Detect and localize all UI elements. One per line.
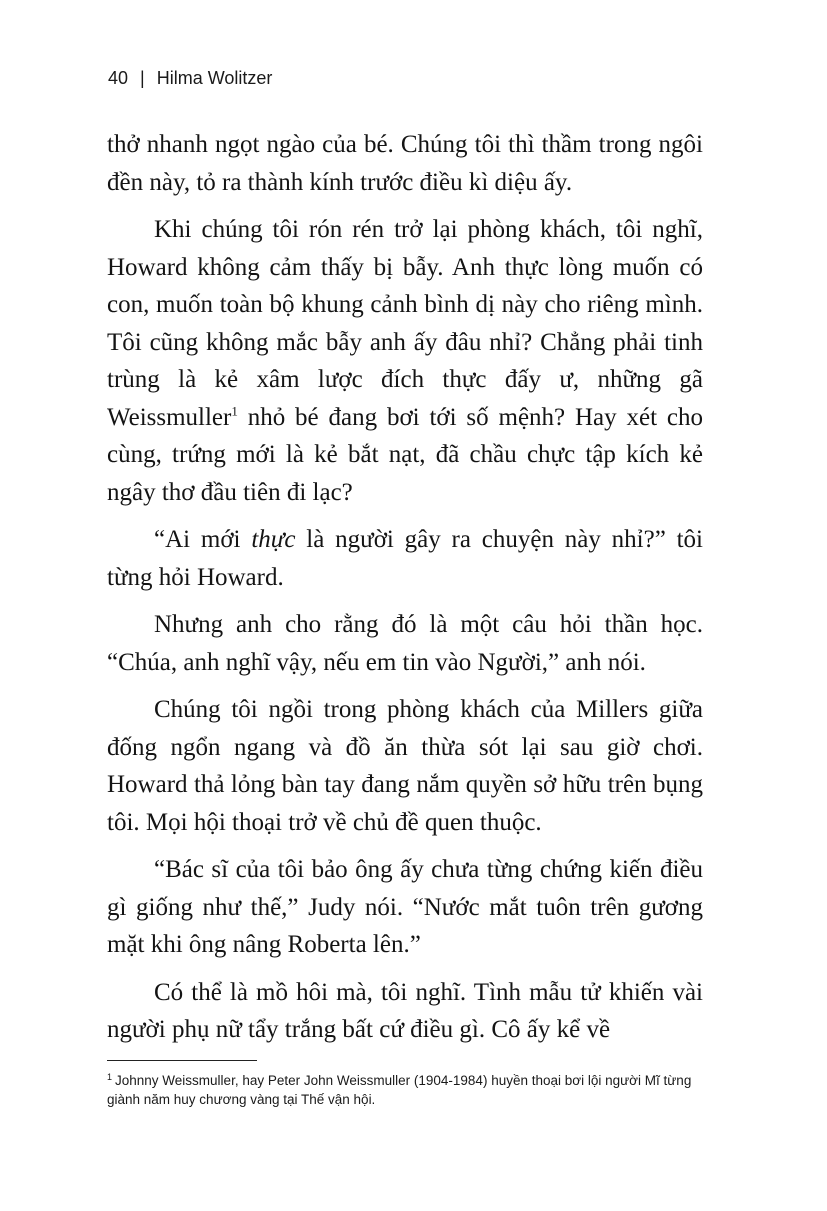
paragraph-3-text-b: là người gây ra chuyện này nhỉ?” tôi từng hỏi Howard. — [107, 526, 703, 591]
footnote-mark: 1 — [107, 1071, 113, 1082]
paragraph-5: Chúng tôi ngồi trong phòng khách của Millers giữa đống ngổn ngang và đồ ăn thừa sót lại sau giờ chơi. Howard thả lỏng bàn tay đang nắm quyền sở hữu trên bụng tôi. Mọi hội thoại trở về chủ đề quen thuộc. — [107, 696, 703, 836]
paragraph-3-emphasis: thực — [251, 526, 296, 553]
footnote-text: Johnny Weissmuller, hay Peter John Weissmuller (1904-1984) huyền thoại bơi lội người Mĩ từng giành năm huy chương vàng tại Thế vận hội. — [107, 1073, 692, 1107]
paragraph-1: thở nhanh ngọt ngào của bé. Chúng tôi thì thầm trong ngôi đền này, tỏ ra thành kính trước điều kì diệu ấy. — [107, 131, 703, 196]
paragraph-6: “Bác sĩ của tôi bảo ông ấy chưa từng chứng kiến điều gì giống như thế,” Judy nói. “Nước mắt tuôn trên gương mặt khi ông nâng Roberta lên.” — [107, 856, 703, 958]
paragraph-3 — [107, 521, 703, 596]
paragraph-4: Nhưng anh cho rằng đó là một câu hỏi thần học. “Chúa, anh nghĩ vậy, nếu em tin vào Người,” anh nói. — [107, 611, 703, 676]
header-separator: | — [140, 68, 145, 88]
paragraph-2 — [107, 211, 703, 511]
footnote — [107, 1071, 707, 1109]
page-number: 40 — [108, 68, 129, 88]
author-name: Hilma Wolitzer — [156, 68, 273, 88]
paragraph-3-text-a: “Ai mới — [154, 526, 252, 553]
paragraph-2-text-b: nhỏ bé đang bơi tới số mệnh? Hay xét cho cùng, trứng mới là kẻ bắt nạt, đã chầu chực tập kích kẻ ngây thơ đầu tiên đi lạc? — [107, 403, 703, 506]
footnote-divider — [107, 1060, 257, 1061]
running-header — [108, 68, 272, 89]
paragraph-7: Có thể là mồ hôi mà, tôi nghĩ. Tình mẫu tử khiến vài người phụ nữ tẩy trắng bất cứ điều gì. Cô ấy kể về — [107, 978, 703, 1043]
body-text — [107, 126, 703, 1059]
footnote-reference: 1 — [231, 403, 238, 419]
paragraph-2-text-a: Khi chúng tôi rón rén trở lại phòng khách, tôi nghĩ, Howard không cảm thấy bị bẫy. Anh thực lòng muốn có con, muốn toàn bộ khung cảnh bình dị này cho riêng mình. Tôi cũng không mắc bẫy anh ấy đâu nhỉ? Chẳng phải tinh trùng là kẻ xâm lược đích thực đấy ư, những gã Weissmuller — [107, 216, 703, 431]
